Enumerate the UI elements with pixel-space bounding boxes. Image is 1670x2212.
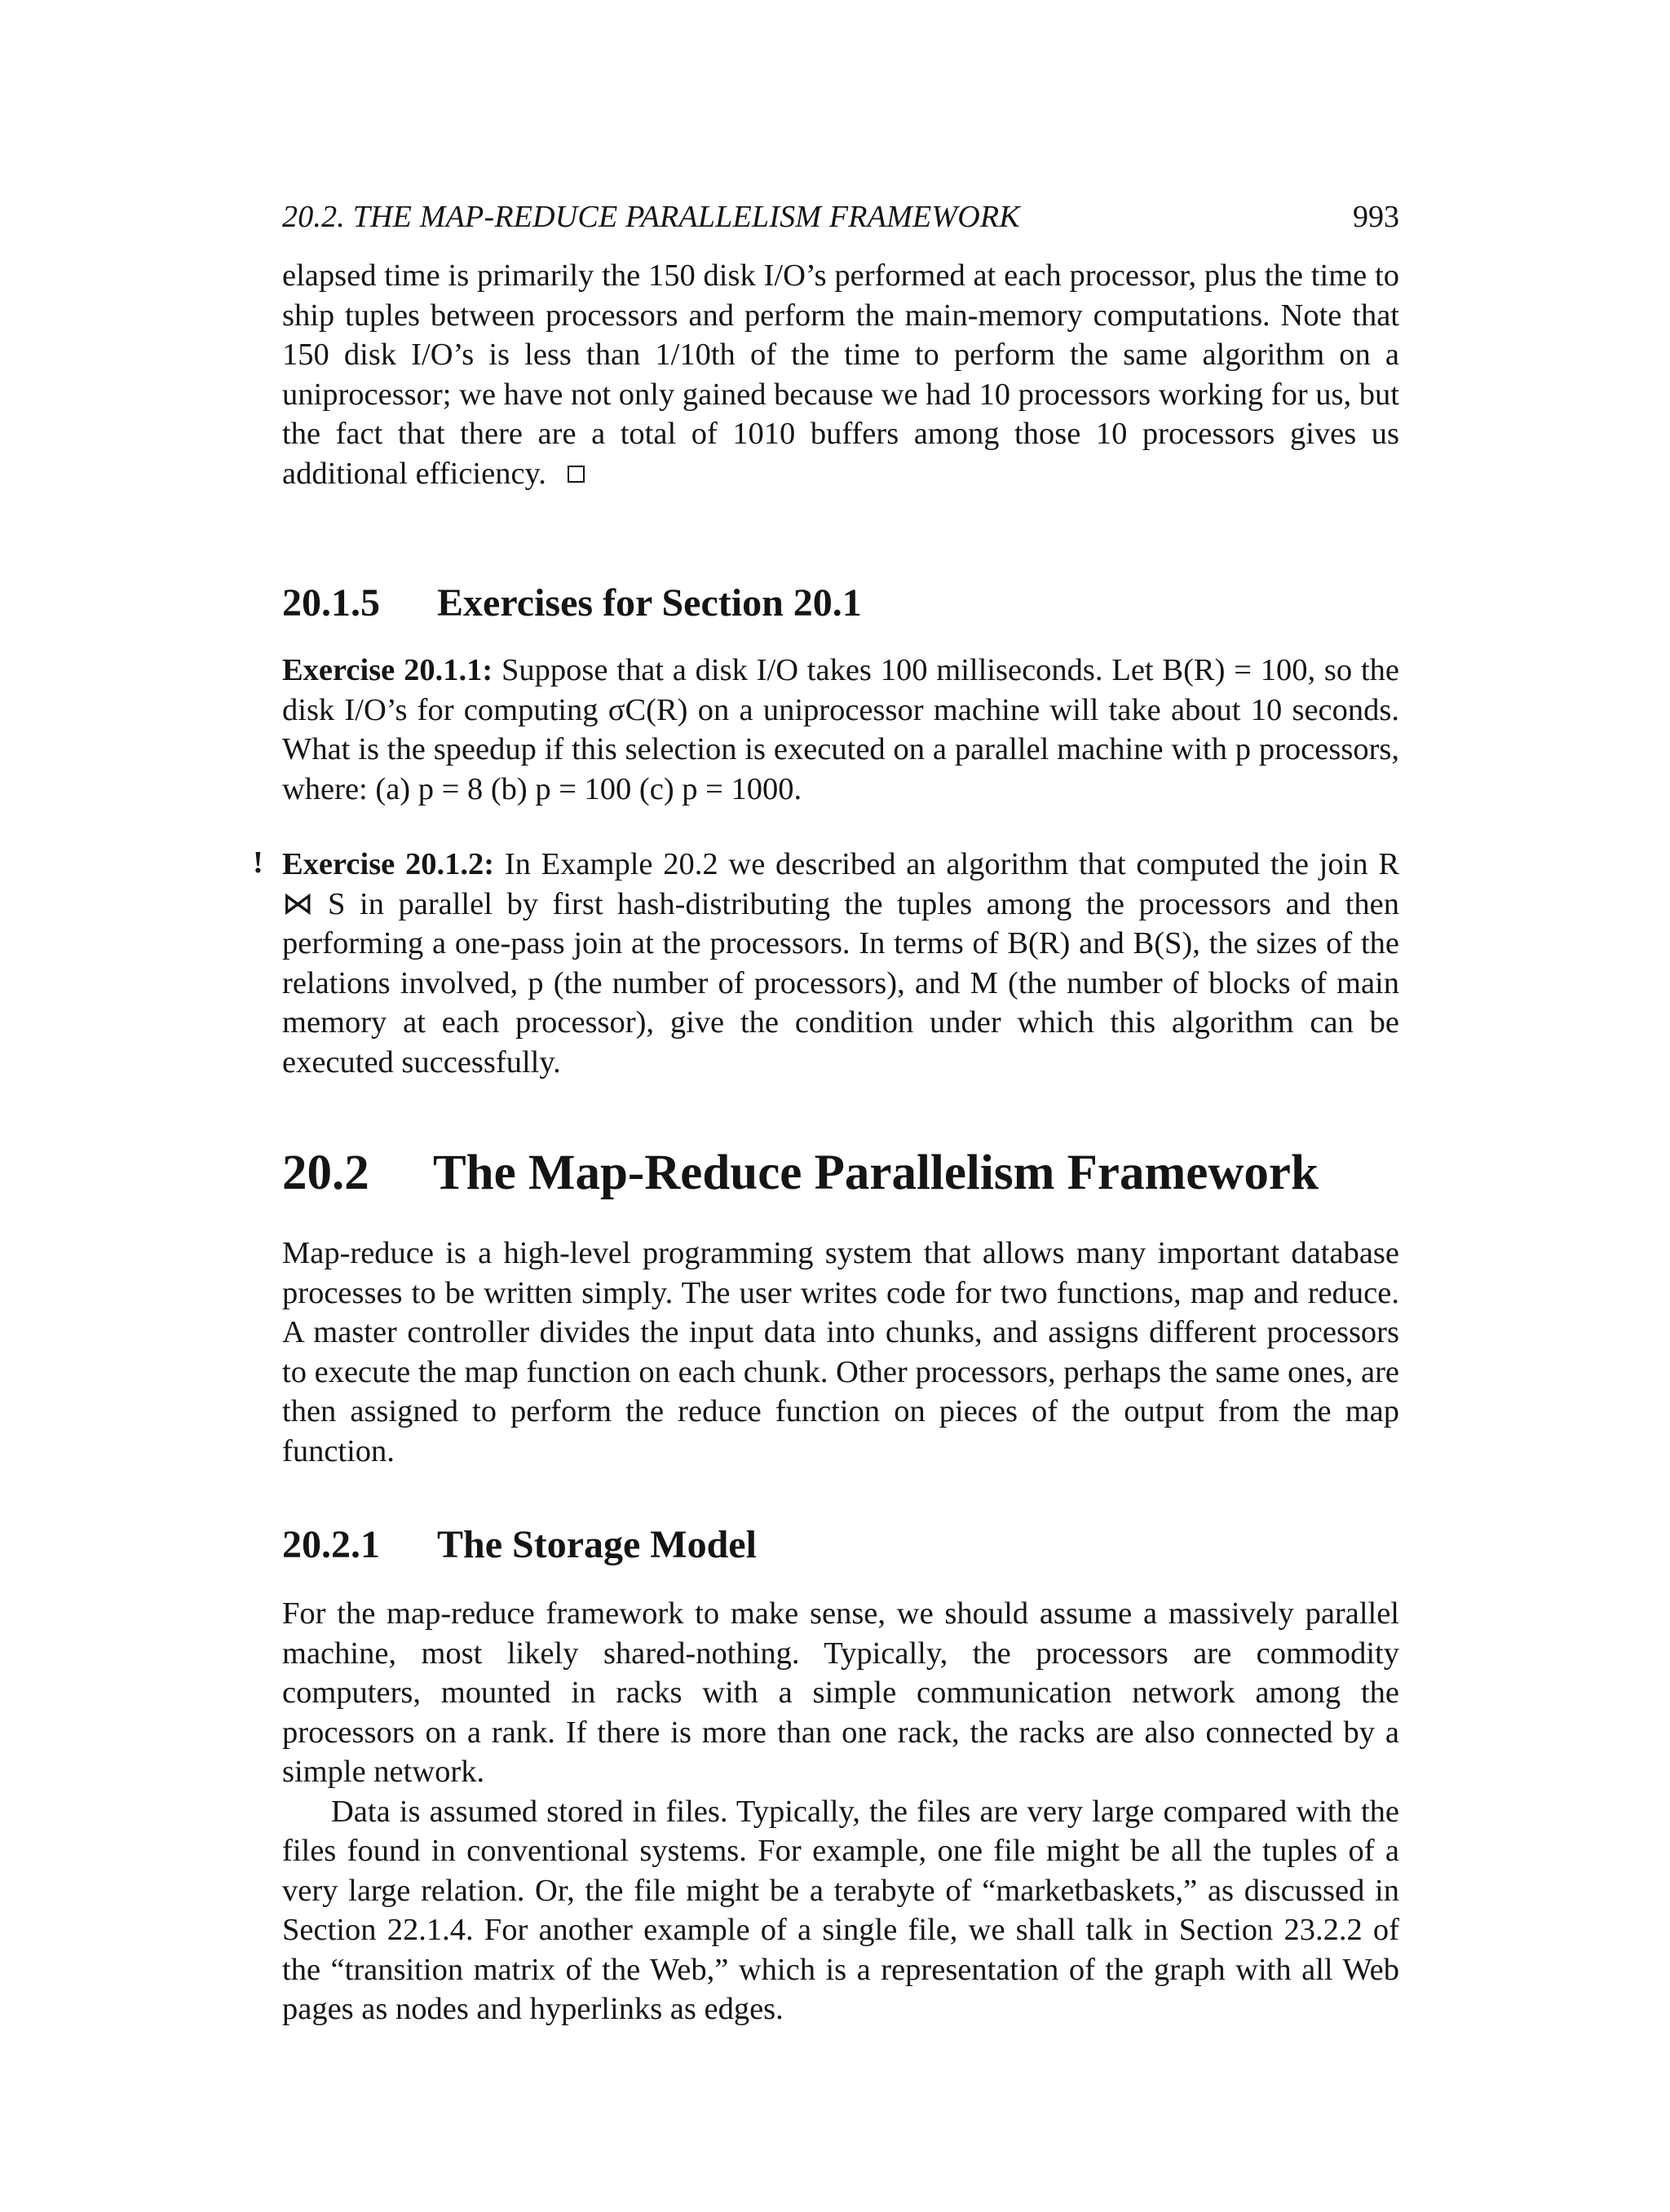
subsection-number: 20.1.5 [282,581,380,625]
page-number: 993 [1353,200,1399,234]
section-heading-block [282,1145,1399,1202]
section-paragraph: Map-reduce is a high-level programming system that allows many important database processes to be written simply. The user writes code for two functions, map and reduce. A master controller divides the input data into chunks, and assigns different processors to execute the map function on each chunk. Other processors, perhaps the same ones, are then assigned to perform the reduce function on pieces of the output from the map function. [282,1236,1399,1468]
section-title: The Map-Reduce Parallelism Framework [433,1146,1319,1200]
running-title: 20.2. THE MAP-REDUCE PARALLELISM FRAMEWORK [282,200,1020,234]
storage-model-heading-block [282,1522,1399,1568]
exercise-label: Exercise 20.1.2: [282,847,495,881]
exercise-text: In Example 20.2 we described an algorithm that computed the join R ⋈ S in parallel by first hash-distributing the tuples among the processors and then performing a one-pass join at the processors. In terms of B(R) and B(S), the sizes of the relations involved, p (the number of processors), and M (the number of blocks of main memory at each processor), give the condition under which this algorithm can be executed successfully. [282,847,1400,1080]
subsection-title: Exercises for Section 20.1 [437,581,862,625]
storage-model-text-block [282,1594,1399,2029]
book-page [253,0,1400,2212]
section-heading [282,1145,1399,1202]
exercise-20-1-1 [282,651,1399,809]
storage-paragraph-2: Data is assumed stored in files. Typically, the files are very large compared with the files found in conventional systems. For example, one file might be all the tuples of a very large relation. Or, the file might be a terabyte of “marketbaskets,” as discussed in Section 22.1.4. For another example of a single file, we shall talk in Section 23.2.2 of the “transition matrix of the Web,” which is a representation of the graph with all Web pages as nodes and hyperlinks as edges. [282,1794,1399,2026]
exercise-paragraph [282,845,1399,1082]
exercise-20-1-2 [253,845,1400,1082]
intro-paragraph-text: elapsed time is primarily the 150 disk I/O’s performed at each processor, plus the time to ship tuples between processors and perform the main-memory computations. Note that 150 disk I/O’s is less than 1/10th of the time to perform the same algorithm on a uniprocessor; we have not only gained because we had 10 processors working for us, but the fact that there are a total of 1010 buffers among those 10 processors gives us additional efficiency. [282,258,1399,491]
subsection-title: The Storage Model [437,1523,757,1566]
intro-paragraph [282,256,1399,493]
end-of-proof-icon [568,466,585,483]
subsection-heading-exercises [282,581,1399,626]
section-number: 20.2 [282,1146,369,1200]
difficulty-marker: ! [253,846,263,880]
intro-paragraph-block [282,256,1399,493]
section-intro-block [282,1234,1399,1471]
subsection-number: 20.2.1 [282,1523,380,1566]
exercise-label: Exercise 20.1.1: [282,653,493,687]
exercises-heading-block [282,581,1399,626]
storage-paragraph-1: For the map-reduce framework to make sense, we should assume a massively parallel machine, most likely shared-nothing. Typically, the processors are commodity computers, mounted in racks with a simple communication network among the processors on a rank. If there is more than one rack, the racks are also connected by a simple network. [282,1596,1399,1789]
running-head [282,199,1399,243]
exercise-text: Suppose that a disk I/O takes 100 milliseconds. Let B(R) = 100, so the disk I/O’s for computing σC(R) on a uniprocessor machine will take about 10 seconds. What is the speedup if this selection is executed on a parallel machine with p processors, where: (a) p = 8 (b) p = 100 (c) p = 1000. [282,653,1400,806]
subsection-heading-storage-model [282,1522,1399,1568]
exercise-paragraph [282,651,1399,809]
